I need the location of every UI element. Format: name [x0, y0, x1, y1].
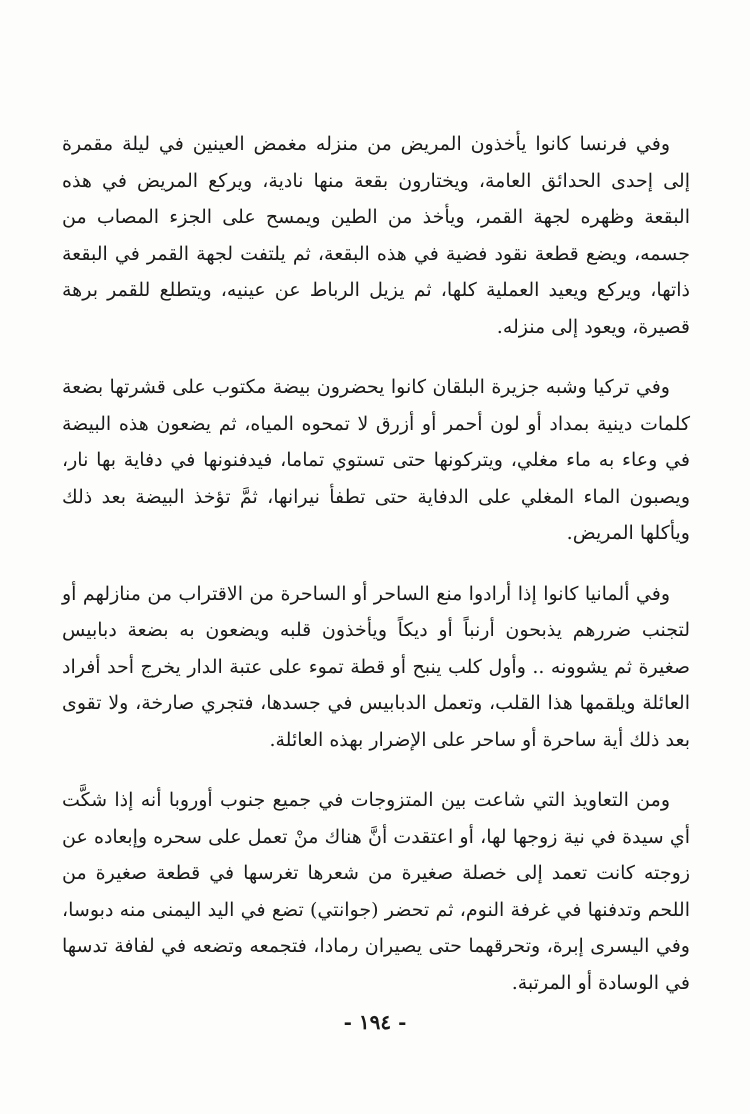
paragraph-germany: وفي ألمانيا كانوا إذا أرادوا منع الساحر أو الساحرة من الاقتراب من منازلهم أو لتجنب ضررهم يذبحون أرنباً أو ديكاً ويأخذون قلبه ويضعون به بضعة دبابيس صغيرة ثم يشوونه .. وأول كلب ينبح أو قطة تموء على عتبة الدار يخرج أحد أفراد العائلة ويلقمها هذا القلب، وتعمل الدبابيس في جسدها، فتجري صارخة، ولا تقوى بعد ذلك أية ساحرة أو ساحر على الإضرار بهذه العائلة. — [62, 582, 690, 751]
body-text — [62, 126, 690, 1025]
paragraph-southern-europe: ومن التعاويذ التي شاعت بين المتزوجات في جميع جنوب أوروبا أنه إذا شكَّت أي سيدة في نية زوجها لها، أو اعتقدت أنَّ هناك منْ تعمل على سحره وإبعاده عن زوجته كانت تعمد إلى خصلة صغيرة من شعرها تغرسها في قطعة صغيرة من اللحم وتدفنها في غرفة النوم، ثم تحضر (جوانتي) تضع في اليد اليمنى منه دبوسا، وفي اليسرى إبرة، وتحرقهما حتى يصيران رمادا، فتجمعه وتضعه في لفافة تدسها في الوسادة أو المرتبة. — [62, 789, 690, 994]
page-number: - ١٩٤ - — [343, 1010, 407, 1034]
paragraph-france: وفي فرنسا كانوا يأخذون المريض من منزله مغمض العينين في ليلة مقمرة إلى إحدى الحدائق العامة، ويختارون بقعة منها نادية، ويركع المريض في هذه البقعة وظهره لجهة القمر، ويأخذ من الطين ويمسح على الجزء المصاب من جسمه، ويضع قطعة نقود فضية في هذه البقعة، ثم يلتفت لجهة القمر في البقعة ذاتها، ويركع ويعيد العملية كلها، ثم يزيل الرباط عن عينيه، ويتطلع للقمر برهة قصيرة، ويعود إلى منزله. — [62, 133, 690, 338]
paragraph-turkey-balkans: وفي تركيا وشبه جزيرة البلقان كانوا يحضرون بيضة مكتوب على قشرتها بضعة كلمات دينية بمداد أو لون أحمر أو أزرق لا تمحوه المياه، ثم يضعون هذه البيضة في وعاء به ماء مغلي، ويتركونها حتى تستوي تماما، فيدفنونها في دفاية بها نار، ويصبون الماء المغلي على الدفاية حتى تطفأ نيرانها، ثمَّ تؤخذ البيضة بعد ذلك ويأكلها المريض. — [62, 376, 690, 544]
